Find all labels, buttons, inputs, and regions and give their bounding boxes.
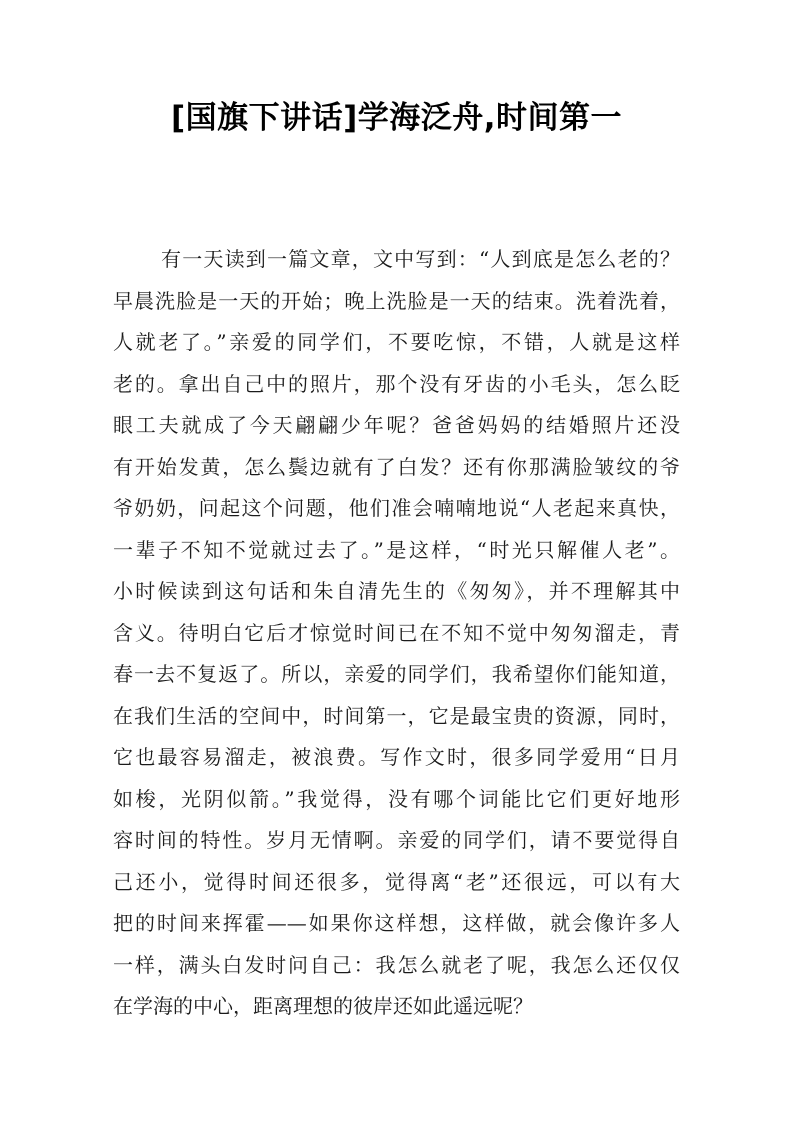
body-line: 人就老了。”亲爱的同学们，不要吃惊，不错，人就是这样 [113, 330, 680, 354]
body-line: 一样，满头白发时问自己：我怎么就老了呢，我怎么还仅仅 [113, 952, 680, 977]
body-line: 在学海的中心，距离理想的彼岸还如此遥远呢？ [113, 994, 533, 1018]
body-line: 有开始发黄，怎么鬓边就有了白发？还有你那满脸皱纹的爷 [113, 454, 680, 479]
body-line: 老的。拿出自己中的照片，那个没有牙齿的小毛头，怎么眨 [113, 371, 680, 396]
body-line: 一辈子不知不觉就过去了。”是这样，“时光只解催人老”。 [113, 537, 680, 562]
document-title: [国旗下讲话]学海泛舟,时间第一 [170, 100, 623, 136]
body-line: 眼工夫就成了今天翩翩少年呢？爸爸妈妈的结婚照片还没 [113, 413, 680, 437]
body-line: 爷奶奶，问起这个问题，他们准会喃喃地说“人老起来真快， [113, 496, 680, 520]
body-line: 己还小，觉得时间还很多，觉得离“老”还很远，可以有大 [113, 869, 680, 894]
document-body [113, 239, 680, 1028]
body-line: 小时候读到这句话和朱自清先生的《匆匆》，并不理解其中 [113, 579, 680, 603]
body-line: 有一天读到一篇文章，文中写到：“人到底是怎么老的？ [161, 247, 680, 271]
body-line: 容时间的特性。岁月无情啊。亲爱的同学们，请不要觉得自 [113, 828, 680, 852]
body-line: 含义。待明白它后才惊觉时间已在不知不觉中匆匆溜走，青 [113, 620, 680, 645]
body-line: 早晨洗脸是一天的开始；晚上洗脸是一天的结束。洗着洗着， [113, 288, 680, 313]
body-line: 如梭，光阴似箭。”我觉得，没有哪个词能比它们更好地形 [113, 786, 680, 811]
body-line: 把的时间来挥霍——如果你这样想，这样做，就会像许多人 [113, 911, 680, 935]
body-line: 春一去不复返了。所以，亲爱的同学们，我希望你们能知道， [113, 662, 680, 686]
body-line: 它也最容易溜走，被浪费。写作文时，很多同学爱用“日月 [113, 745, 680, 769]
body-line: 在我们生活的空间中，时间第一，它是最宝贵的资源，同时， [113, 703, 680, 728]
